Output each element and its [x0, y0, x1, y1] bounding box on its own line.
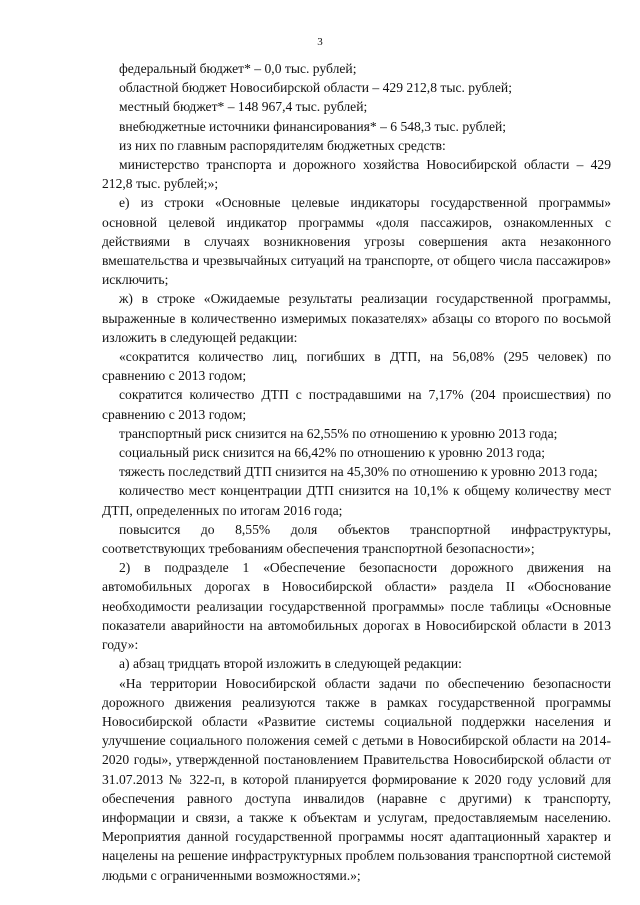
paragraph-social-risk: социальный риск снизится на 66,42% по отношению к уровню 2013 года;: [119, 445, 546, 461]
paragraph-territory-tasks: «На территории Новосибирской области задачи по обеспечению безопасности дорожного движения реализуются также в рамках государственной программы Новосибирской области «Развитие системы социальной поддержки населения и улучшение социального положения семей с детьми в Новосибирской области на 2014-2020 годы», утвержденной постановлением Правительства Новосибирской области от 31.07.2013 № 322-п, в которой планируется формирование к 2020 году условий для обеспечения равного доступа инвалидов (наравне с другими) к транспорту, информации и связи, а также к объектам и услугам, предоставляемым населению. Мероприятия данной государственной программы носят адаптационный характер и нацелены на решение инфраструктурных проблем пользования транспортной системой людьми с ограниченными возможностями.»;: [102, 675, 611, 883]
paragraph-item-a: а) абзац тридцать второй изложить в следующей редакции:: [119, 656, 462, 672]
paragraph-severity: тяжесть последствий ДТП снизится на 45,30% по отношению к уровню 2013 года;: [119, 464, 598, 480]
paragraph-transport-risk: транспортный риск снизится на 62,55% по отношению к уровню 2013 года;: [119, 425, 558, 441]
paragraph-regional-budget: областной бюджет Новосибирской области – 429 212,8 тыс. рублей;: [119, 80, 512, 96]
page-number: 3: [317, 36, 323, 48]
paragraph-extrabudgetary-sources: внебюджетные источники финансирования* – 6 548,3 тыс. рублей;: [119, 118, 507, 134]
paragraph-accidents: сократится количество ДТП с пострадавшими на 7,17% (204 происшествия) по сравнению с 2013 годом;: [102, 387, 611, 422]
paragraph-local-budget: местный бюджет* – 148 967,4 тыс. рублей;: [119, 99, 368, 115]
paragraph-infrastructure-share: повысится до 8,55% доля объектов транспортной инфраструктуры, соответствующих требованиям обеспечения транспортной безопасности»;: [102, 521, 611, 557]
paragraph-ministry-transport: министерство транспорта и дорожного хозяйства Новосибирской области – 429 212,8 тыс. рублей;»;: [102, 157, 611, 192]
paragraph-concentration-places: количество мест концентрации ДТП снизится на 10,1% к общему количеству мест ДТП, определенных по итогам 2016 года;: [102, 483, 611, 518]
document-body: [102, 59, 611, 885]
paragraph-fatalities: «сократится количество лиц, погибших в ДТП, на 56,08% (295 человек) по сравнению с 2013 годом;: [102, 349, 611, 384]
paragraph-federal-budget: федеральный бюджет* – 0,0 тыс. рублей;: [119, 61, 357, 76]
paragraph-item-2: 2) в подразделе 1 «Обеспечение безопасности дорожного движения на автомобильных дорогах в Новосибирской области» раздела II «Обоснование необходимости реализации государственной программы» после таблицы «Основные показатели аварийности на автомобильных дорогах в Новосибирской области в 2013 году»:: [102, 560, 611, 653]
paragraph-budget-managers: из них по главным распорядителям бюджетных средств:: [119, 137, 446, 153]
paragraph-item-zh: ж) в строке «Ожидаемые результаты реализации государственной программы, выраженные в количественно измеримых показателях» абзацы со второго по восьмой изложить в следующей редакции:: [102, 291, 611, 345]
paragraph-item-e: е) из строки «Основные целевые индикаторы государственной программы» основной целевой индикатор программы «доля пассажиров, ознакомленных с действиями в случаях возникновения угрозы совершения акта незаконного вмешательства и чрезвычайных ситуаций на транспорте, от общего числа пассажиров» исключить;: [102, 195, 611, 288]
